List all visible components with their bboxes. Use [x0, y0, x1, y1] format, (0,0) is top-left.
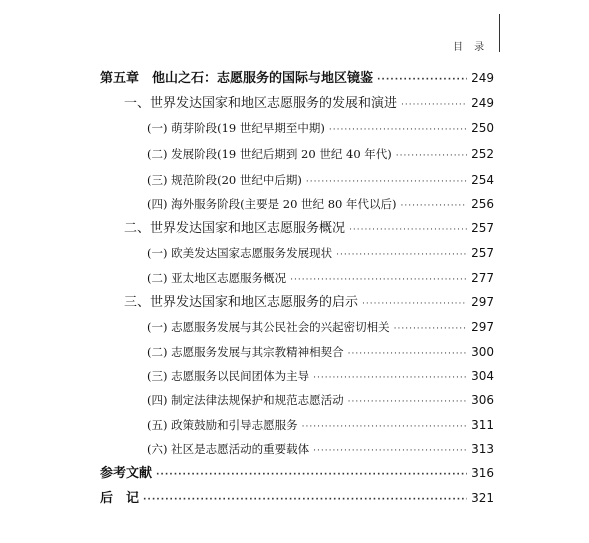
- toc-entry-title: (一) 志愿服务发展与其公民社会的兴起密切相关: [147, 320, 390, 334]
- toc-entry-page: 252: [471, 147, 494, 161]
- toc-entry-page: 297: [471, 295, 494, 309]
- toc-entry-title: (二) 发展阶段(19 世纪后期到 20 世纪 40 年代): [147, 147, 392, 161]
- toc-entry-title: (六) 社区是志愿活动的重要载体: [147, 442, 310, 456]
- toc-entry-title: (二) 亚太地区志愿服务概况: [147, 271, 287, 285]
- toc-entry-title: 三、世界发达国家和地区志愿服务的启示: [124, 295, 359, 310]
- toc-entry-subsection[interactable]: [147, 319, 494, 337]
- toc-entry-section[interactable]: [124, 220, 494, 238]
- toc-entry-page: 254: [471, 173, 494, 187]
- toc-entry-subsection[interactable]: [147, 392, 494, 410]
- toc-leader-dots: [396, 148, 467, 164]
- toc-leader-dots: [401, 198, 468, 214]
- toc-entry-page: 321: [471, 491, 494, 505]
- toc-leader-dots: [377, 72, 467, 88]
- toc-leader-dots: [313, 443, 467, 459]
- toc-entry-page: 311: [471, 418, 494, 432]
- toc-entry-page: 306: [471, 393, 494, 407]
- toc-entry-page: 300: [471, 345, 494, 359]
- toc-leader-dots: [401, 97, 467, 113]
- toc-leader-dots: [362, 296, 467, 312]
- toc-entry-title: 后 记: [100, 491, 140, 506]
- toc-entry-title: (一) 欧美发达国家志愿服务发展现状: [147, 246, 333, 260]
- toc-leader-dots: [394, 321, 467, 337]
- toc-entry-afterword[interactable]: [100, 490, 494, 508]
- running-header: 目 录: [453, 42, 489, 53]
- toc-entry-page: 277: [471, 271, 494, 285]
- toc-entry-title: (三) 规范阶段(20 世纪中后期): [147, 173, 302, 187]
- toc-entry-title: (二) 志愿服务发展与其宗教精神相契合: [147, 345, 344, 359]
- toc-entry-page: 257: [471, 246, 494, 260]
- toc-entry-subsection[interactable]: [147, 417, 494, 435]
- toc-leader-dots: [329, 122, 467, 138]
- toc-entry-subsection[interactable]: [147, 270, 494, 288]
- toc-entry-title: (四) 制定法律法规保护和规范志愿活动: [147, 393, 344, 407]
- toc-entry-title: (四) 海外服务阶段(主要是 20 世纪 80 年代以后): [147, 197, 397, 211]
- toc-entry-title: 一、世界发达国家和地区志愿服务的发展和演进: [124, 96, 398, 111]
- toc-entry-section[interactable]: [124, 294, 494, 312]
- toc-entry-subsection[interactable]: [147, 245, 494, 263]
- toc-leader-dots: [349, 222, 467, 238]
- toc-entry-title: 参考文献: [100, 466, 153, 481]
- header-rule: [499, 14, 500, 52]
- toc-entry-page: 256: [471, 197, 494, 211]
- toc-leader-dots: [306, 174, 467, 190]
- toc-entry-subsection[interactable]: [147, 196, 494, 214]
- toc-leader-dots: [313, 370, 467, 386]
- toc-entry-title: 第五章 他山之石：志愿服务的国际与地区镜鉴: [100, 71, 374, 86]
- toc-leader-dots: [302, 419, 467, 435]
- toc-leader-dots: [156, 467, 467, 483]
- toc-entry-page: 249: [471, 96, 494, 110]
- toc-entry-title: 二、世界发达国家和地区志愿服务概况: [124, 221, 346, 236]
- toc-entry-title: (五) 政策鼓励和引导志愿服务: [147, 418, 298, 432]
- toc-entry-page: 257: [471, 221, 494, 235]
- toc-entry-page: 249: [471, 71, 494, 85]
- toc-leader-dots: [348, 346, 467, 362]
- toc-entry-chapter-5[interactable]: [100, 70, 494, 88]
- toc-leader-dots: [336, 247, 467, 263]
- toc-entry-subsection[interactable]: [147, 120, 494, 138]
- toc-entry-subsection[interactable]: [147, 146, 494, 164]
- toc-entry-subsection[interactable]: [147, 441, 494, 459]
- toc-entry-subsection[interactable]: [147, 172, 494, 190]
- toc-entry-page: 316: [471, 466, 494, 480]
- toc-entry-page: 313: [471, 442, 494, 456]
- toc-entry-page: 297: [471, 320, 494, 334]
- toc-leader-dots: [348, 394, 467, 410]
- toc-entry-title: (一) 萌芽阶段(19 世纪早期至中期): [147, 121, 325, 135]
- toc-leader-dots: [143, 492, 467, 508]
- toc-entry-section[interactable]: [124, 95, 494, 113]
- toc-entry-references[interactable]: [100, 465, 494, 483]
- toc-entry-page: 250: [471, 121, 494, 135]
- toc-entry-subsection[interactable]: [147, 344, 494, 362]
- toc-entry-page: 304: [471, 369, 494, 383]
- toc-entry-title: (三) 志愿服务以民间团体为主导: [147, 369, 310, 383]
- toc-leader-dots: [290, 272, 467, 288]
- toc-entry-subsection[interactable]: [147, 368, 494, 386]
